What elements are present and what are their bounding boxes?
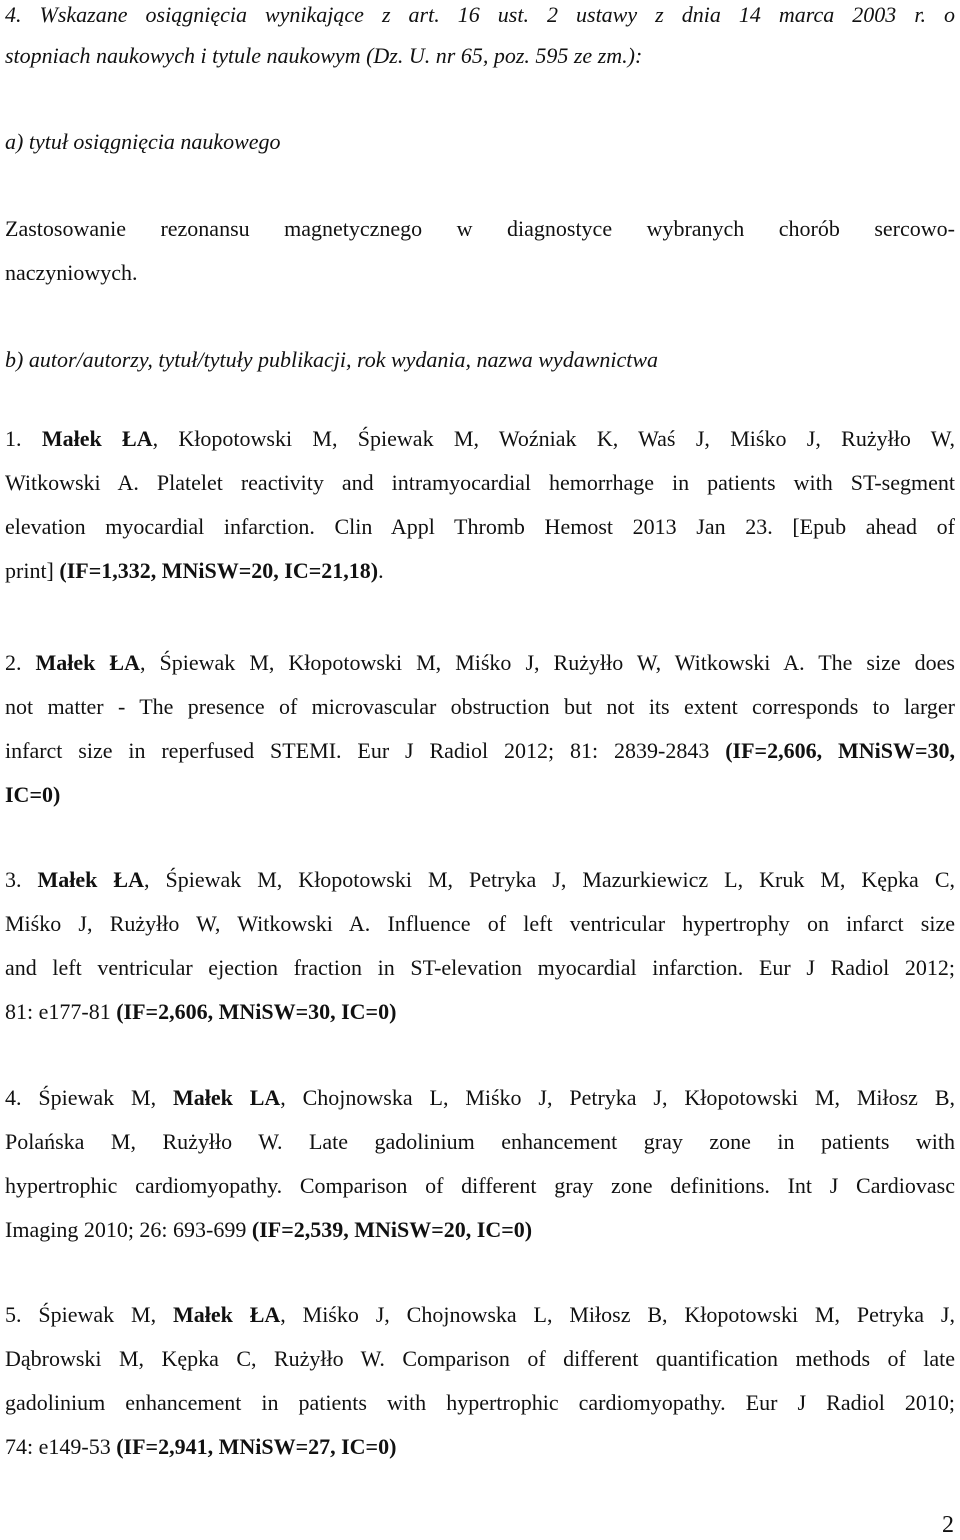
publication-line: print] (IF=1,332, MNiSW=20, IC=21,18).: [5, 558, 384, 583]
publication-line: not matter - The presence of microvascular obstruction but not its extent corresponds to larger: [5, 694, 955, 719]
publication-line: 74: e149-53 (IF=2,941, MNiSW=27, IC=0): [5, 1434, 397, 1459]
publication-bold-text: Małek ŁA: [41, 426, 153, 451]
publication-line: Dąbrowski M, Kępka C, Rużyłło W. Comparison of different quantification methods of late: [5, 1346, 955, 1371]
publication-bold-text: (IF=2,606, MNiSW=30,: [725, 738, 955, 763]
achievement-title-line-2: naczyniowych.: [5, 260, 138, 285]
publication-line: 5. Śpiewak M, Małek ŁA, Miśko J, Chojnowska L, Miłosz B, Kłopotowski M, Petryka J,: [5, 1302, 955, 1327]
publication-line: 4. Śpiewak M, Małek LA, Chojnowska L, Miśko J, Petryka J, Kłopotowski M, Miłosz B,: [5, 1085, 955, 1110]
publication-bold-text: (IF=2,606, MNiSW=30, IC=0): [116, 999, 397, 1024]
publication-line: infarct size in reperfused STEMI. Eur J Radiol 2012; 81: 2839-2843 (IF=2,606, MNiSW=30,: [5, 738, 955, 763]
publication-line: hypertrophic cardiomyopathy. Comparison of different gray zone definitions. Int J Cardiovasc: [5, 1173, 955, 1198]
publication-line: Witkowski A. Platelet reactivity and intramyocardial hemorrhage in patients with ST-segment: [5, 470, 955, 495]
section-heading-line-1: 4. Wskazane osiągnięcia wynikające z art. 16 ust. 2 ustawy z dnia 14 marca 2003 r. o: [5, 2, 955, 27]
publication-line: 1. Małek ŁA, Kłopotowski M, Śpiewak M, Woźniak K, Waś J, Miśko J, Rużyłło W,: [5, 426, 955, 451]
publication-bold-text: (IF=1,332, MNiSW=20, IC=21,18): [59, 558, 379, 583]
section-b-label: b) autor/autorzy, tytuł/tytuły publikacji, rok wydania, nazwa wydawnictwa: [5, 347, 659, 372]
publication-bold-text: (IF=2,539, MNiSW=20, IC=0): [251, 1217, 533, 1242]
publication-bold-text: IC=0): [5, 782, 61, 807]
publication-bold-text: Małek LA: [172, 1085, 281, 1110]
publication-bold-text: Małek ŁA: [35, 650, 140, 675]
achievement-title-line-1: Zastosowanie rezonansu magnetycznego w diagnostyce wybranych chorób sercowo-: [5, 216, 955, 241]
publication-bold-text: Małek ŁA: [172, 1302, 281, 1327]
publication-line: 2. Małek ŁA, Śpiewak M, Kłopotowski M, Miśko J, Rużyłło W, Witkowski A. The size does: [5, 650, 955, 675]
publication-line: Imaging 2010; 26: 693-699 (IF=2,539, MNiSW=20, IC=0): [5, 1217, 533, 1242]
publication-bold-text: Małek ŁA: [37, 867, 144, 892]
section-a-label: a) tytuł osiągnięcia naukowego: [5, 129, 281, 154]
publication-line: and left ventricular ejection fraction in ST-elevation myocardial infarction. Eur J Radiol 2012;: [5, 955, 955, 980]
publication-line: 81: e177-81 (IF=2,606, MNiSW=30, IC=0): [5, 999, 397, 1024]
publication-line: Polańska M, Rużyłło W. Late gadolinium enhancement gray zone in patients with: [5, 1129, 955, 1154]
publication-line: elevation myocardial infarction. Clin Appl Thromb Hemost 2013 Jan 23. [Epub ahead of: [5, 514, 955, 539]
publication-bold-text: (IF=2,941, MNiSW=27, IC=0): [116, 1434, 397, 1459]
publication-line: [5, 780, 60, 810]
page-number: 2: [942, 1512, 954, 1538]
section-heading-line-2: stopniach naukowych i tytule naukowym (Dz. U. nr 65, poz. 595 ze zm.):: [5, 43, 643, 68]
publication-line: Miśko J, Rużyłło W, Witkowski A. Influence of left ventricular hypertrophy on infarct size: [5, 911, 955, 936]
publication-line: gadolinium enhancement in patients with hypertrophic cardiomyopathy. Eur J Radiol 2010;: [5, 1390, 955, 1415]
publication-line: 3. Małek ŁA, Śpiewak M, Kłopotowski M, Petryka J, Mazurkiewicz L, Kruk M, Kępka C,: [5, 867, 955, 892]
